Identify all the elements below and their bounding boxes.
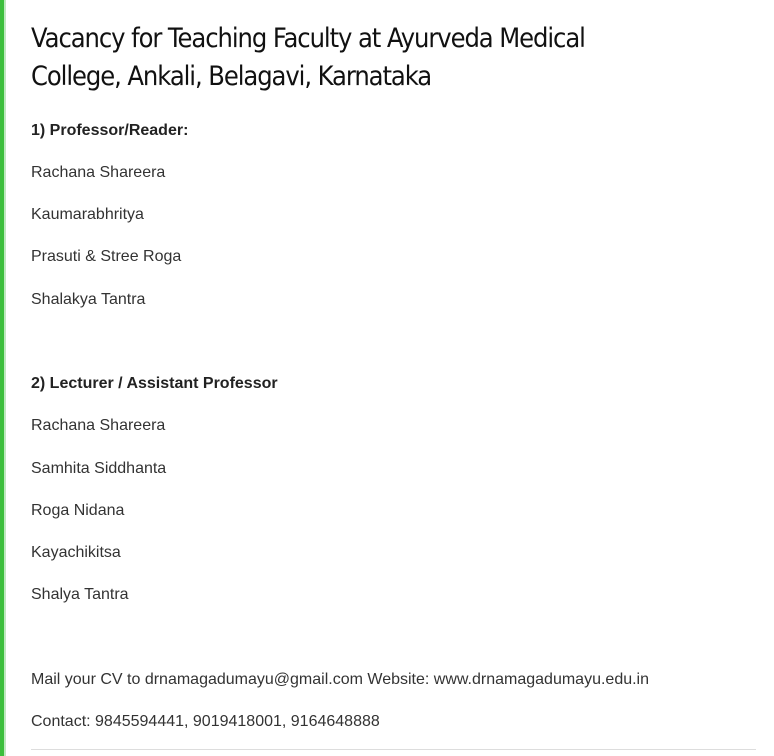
section-heading-professor: 1) Professor/Reader: bbox=[31, 122, 189, 139]
page-title: Vacancy for Teaching Faculty at Ayurveda Medical College, Ankali, Belagavi, Karnataka bbox=[31, 23, 585, 92]
list-item: Rachana Shareera bbox=[31, 164, 166, 181]
contact-line: Contact: 9845594441, 9019418001, 9164648888 bbox=[31, 713, 380, 730]
list-item: Roga Nidana bbox=[31, 502, 125, 519]
list-item: Shalya Tantra bbox=[31, 586, 129, 603]
list-item: Rachana Shareera bbox=[31, 417, 166, 434]
left-accent-bar-shadow bbox=[4, 0, 6, 756]
divider bbox=[31, 749, 756, 750]
list-item: Prasuti & Stree Roga bbox=[31, 248, 182, 265]
list-item: Samhita Siddhanta bbox=[31, 460, 167, 477]
list-item: Kaumarabhritya bbox=[31, 206, 144, 223]
list-item: Kayachikitsa bbox=[31, 544, 121, 561]
section-heading-lecturer: 2) Lecturer / Assistant Professor bbox=[31, 375, 278, 392]
mail-website-line: Mail your CV to drnamagadumayu@gmail.com Website: www.drnamagadumayu.edu.in bbox=[31, 671, 650, 688]
list-item: Shalakya Tantra bbox=[31, 291, 146, 308]
